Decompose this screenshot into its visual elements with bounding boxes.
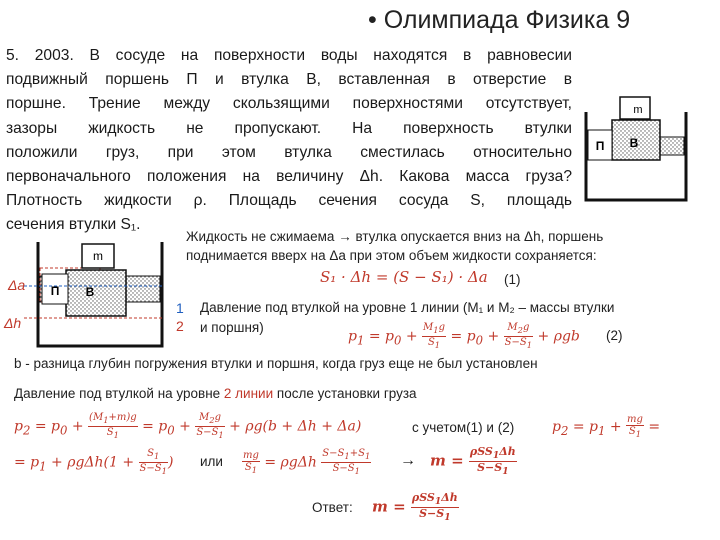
load-label: m xyxy=(633,104,643,116)
explanation-line: Жидкость не сжимаема → втулка опускается вниз на Δh, поршень xyxy=(186,229,604,244)
line-2-marker: 2 xyxy=(176,318,184,334)
pressure-description: Давление под втулкой на уровне 1 линии (M₁ и M₂ – массы втулки xyxy=(200,300,615,315)
load-label: m xyxy=(93,249,103,263)
problem-line: Плотность жидкости ρ. Площадь сечения сосуда S, площадь xyxy=(6,192,572,210)
slide-title xyxy=(368,6,630,35)
title-text: Олимпиада Физика 9 xyxy=(383,6,631,34)
with-account-label: с учетом(1) и (2) xyxy=(412,420,515,435)
equation-p2: $p_2 = p_0$ + $\frac{(M_1+m)g}{S_1}$ = $p_0$ + $\frac{M_2g}{S-S_1}$ + ρg(b + Δh + Δa) xyxy=(14,412,362,440)
equation-number: (1) xyxy=(504,272,521,287)
answer-label: Ответ: xyxy=(312,500,353,515)
pressure-description: и поршня) xyxy=(200,320,264,335)
problem-statement xyxy=(6,44,572,238)
equation-derivation: = $p_1 + \rho g\Delta h(1$ + $\frac{S_1}{S-S_1}$ ) xyxy=(14,448,174,476)
delta-a-label: Δa xyxy=(8,277,26,293)
equation-mg: $\frac{mg}{S_1}$ = ρgΔh $\frac{S-S_1+S_1}{S-S_1}$ xyxy=(243,448,371,476)
equation-p2-short: $p_2 = p_1$ + $\frac{mg}{S_1}$ = xyxy=(552,414,661,439)
line-1-marker: 1 xyxy=(176,300,184,316)
explanation-line: поднимается вверх на Δa при этом объем жидкости сохраняется: xyxy=(186,248,597,263)
caption-highlight: 2 линии xyxy=(223,386,274,401)
title-bullet: • xyxy=(368,6,377,34)
vessel-diagram-small xyxy=(578,92,716,210)
problem-line: 5. 2003. В сосуде на поверхности воды находятся в равновесии xyxy=(6,47,572,64)
sleeve-label: В xyxy=(629,136,639,150)
arrow-icon: → xyxy=(400,452,416,469)
answer-formula: m = $\frac{\rho SS_1\Delta h}{S-S_1}$ xyxy=(372,491,458,524)
b-definition: b - разница глубин погружения втулки и поршня, когда груз еще не был установлен xyxy=(14,356,538,371)
delta-h-label: Δh xyxy=(4,315,22,331)
problem-line: сечения втулки S₁. xyxy=(6,216,141,234)
problem-line: зазоры жидкость не пропускают. На поверхность втулки xyxy=(6,119,572,137)
caption-text: Давление под втулкой на уровне xyxy=(14,386,224,401)
or-word: или xyxy=(200,454,223,469)
sleeve-label: В xyxy=(85,285,95,299)
level-2-caption xyxy=(14,386,417,401)
equation-result: m = $\frac{\rho SS_1\Delta h}{S-S_1}$ xyxy=(430,445,516,478)
problem-line: первоначального положения на величину Δh. Какова масса груза? xyxy=(6,167,572,185)
caption-text: после установки груза xyxy=(273,386,417,401)
problem-line: подвижный поршень П и втулка В, вставленная в отверстие в xyxy=(6,71,572,89)
equation-volume: S₁ · Δh = (S − S₁) · Δa xyxy=(320,268,488,286)
problem-line: поршне. Трение между скользящими поверхностями отсутствует, xyxy=(6,95,572,113)
piston-label: П xyxy=(595,139,605,153)
problem-line: положили груз, при этом втулка сместилась относительно xyxy=(6,143,572,161)
equation-number: (2) xyxy=(606,328,623,343)
vessel-diagram-large xyxy=(2,234,174,354)
piston-label: П xyxy=(50,284,60,298)
equation-p1: $p_1 = p_0$ + $\frac{M_1g}{S_1}$ = $p_0$ + $\frac{M_2g}{S-S_1}$ + ρgb xyxy=(348,322,580,350)
